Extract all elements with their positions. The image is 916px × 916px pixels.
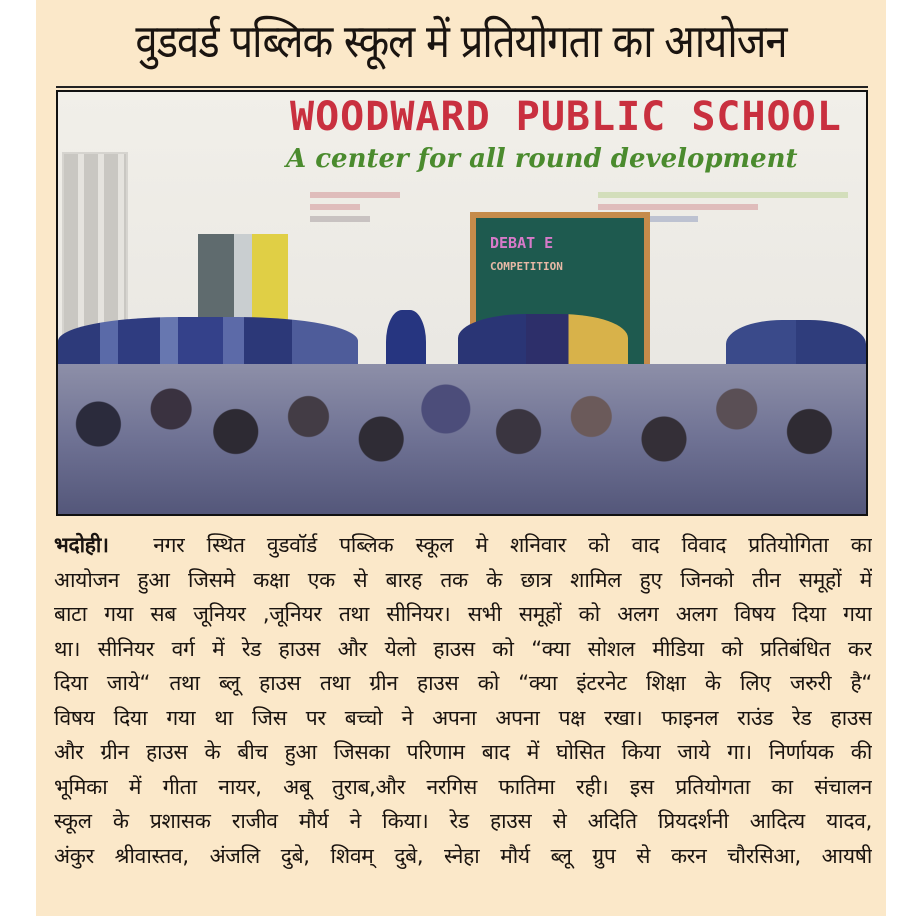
body-line-6: विषय दिया गया था जिस पर बच्चो ने अपना अपना पक्ष रखा। फाइनल राउंड रेड हाउस — [54, 705, 872, 730]
headline-divider — [56, 86, 868, 88]
newspaper-clipping — [36, 0, 886, 916]
photo-banner-title: WOODWARD PUBLIC SCHOOL — [290, 94, 842, 140]
photo-audience — [58, 364, 866, 514]
article-headline: वुडवर्ड पब्लिक स्कूल में प्रतियोगता का आयोजन — [135, 15, 787, 69]
banner-small-text — [598, 192, 848, 198]
body-line-2: आयोजन हुआ जिसमे कक्षा एक से बारह तक के छात्र शामिल हुए जिनको तीन समूहों में — [54, 567, 872, 592]
body-line-8: भूमिका में गीता नायर, अबू तुराब,और नरगिस फातिमा रही। इस प्रतियोगता का संचालन — [54, 774, 872, 799]
photo-banner-subtitle: A center for all round development — [286, 144, 798, 174]
banner-small-text — [310, 216, 370, 222]
body-line-9: स्कूल के प्रशासक राजीव मौर्य ने किया। रेड हाउस से अदिति प्रियदर्शनी आदित्य यादव, — [54, 809, 872, 833]
body-line-10: अंकुर श्रीवास्तव, अंजलि दुबे, शिवम् दुबे, स्नेहा मौर्य ब्लू ग्रुप से करन चौरसिआ, आयषी — [54, 843, 872, 868]
article-photo — [56, 90, 868, 516]
banner-small-text — [310, 204, 360, 210]
board-line-2: COMPETITION — [490, 260, 563, 273]
body-line-3: बाटा गया सब जूनियर ,जूनियर तथा सीनियर। सभी समूहों को अलग अलग विषय दिया गया — [54, 602, 872, 626]
body-line-7: और ग्रीन हाउस के बीच हुआ जिसका परिणाम बाद में घोसित किया जाये गा। निर्णायक की — [54, 740, 872, 764]
banner-small-text — [310, 192, 400, 198]
body-line-1: भदोही। नगर स्थित वुडवॉर्ड पब्लिक स्कूल मे शनिवार को वाद विवाद प्रतियोगिता का — [54, 533, 872, 557]
body-line-5: दिया जाये“ तथा ब्लू हाउस तथा ग्रीन हाउस को “क्या इंटरनेट शिक्षा के लिए जरुरी है“ — [54, 671, 872, 695]
banner-small-text — [598, 204, 758, 210]
article-body — [54, 528, 872, 873]
body-line-4: था। सीनियर वर्ग में रेड हाउस और येलो हाउस को “क्या सोशल मीडिया को प्रतिबंधित कर — [54, 636, 872, 661]
article-dateline: भदोही। — [54, 533, 109, 557]
board-line-1: DEBAT E — [490, 234, 554, 252]
